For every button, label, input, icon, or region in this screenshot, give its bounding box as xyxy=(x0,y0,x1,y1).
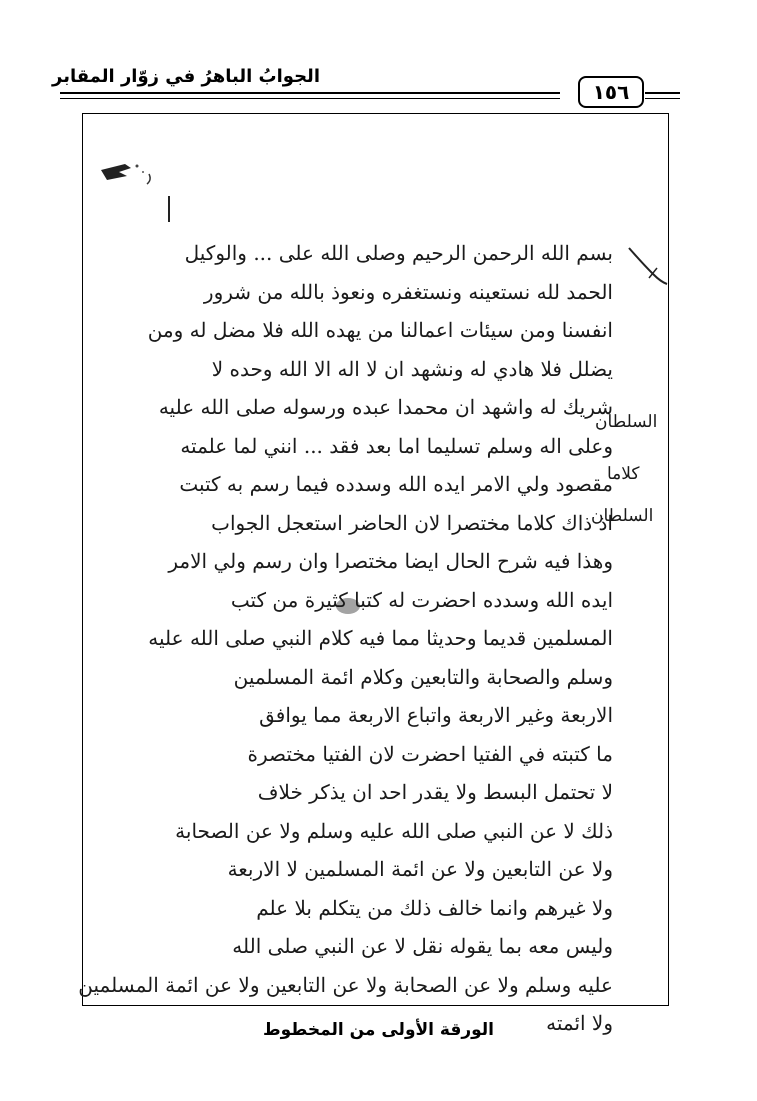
manuscript-line: مقصود ولي الامر ايده الله وسدده فيما رسم به كتبت xyxy=(179,472,613,496)
manuscript-line: وليس معه بما يقوله نقل لا عن النبي صلى الله xyxy=(232,934,613,958)
margin-note: السلطان xyxy=(595,412,658,432)
manuscript-line: ولا ائمته xyxy=(546,1011,613,1035)
header-rule-thin xyxy=(60,98,560,99)
manuscript-line: انفسنا ومن سيئات اعمالنا من يهده الله فلا مضل له ومن xyxy=(147,318,613,342)
page-header xyxy=(0,60,757,112)
manuscript-line: ولا عن التابعين ولا عن ائمة المسلمين لا الاربعة xyxy=(227,857,613,881)
header-rule-right xyxy=(645,92,680,94)
manuscript-line: ايده الله وسدده احضرت له كتبا كثيرة من كتب xyxy=(230,587,613,612)
header-rule xyxy=(60,92,560,94)
ink-smudge-mark xyxy=(97,158,157,208)
manuscript-line: اذ ذاك كلاما مختصرا لان الحاضر استعجل الجواب xyxy=(211,510,613,535)
manuscript-line: ما كتبته في الفتيا احضرت لان الفتيا مختصرة xyxy=(247,741,613,766)
manuscript-line: بسم الله الرحمن الرحيم وصلى الله على ... والوكيل xyxy=(184,241,613,265)
running-title: الجوابُ الباهرُ في زوّار المقابر xyxy=(52,66,320,87)
manuscript-text xyxy=(78,234,613,1043)
manuscript-line: عليه وسلم ولا عن الصحابة ولا عن التابعين ولا عن ائمة المسلمين xyxy=(78,972,613,997)
manuscript-line: ذلك لا عن النبي صلى الله عليه وسلم ولا عن الصحابة xyxy=(175,818,613,843)
manuscript-line: وهذا فيه شرح الحال ايضا مختصرا وان رسم ولي الامر xyxy=(168,549,613,573)
margin-note: كلاما xyxy=(607,464,640,484)
manuscript-line: الحمد لله نستعينه ونستغفره ونعوذ بالله من شرور xyxy=(203,279,613,304)
ink-flourish-mark xyxy=(623,244,669,294)
page-number: ١٥٦ xyxy=(578,76,644,108)
manuscript-line: لا تحتمل البسط ولا يقدر احد ان يذكر خلاف xyxy=(257,780,613,804)
manuscript-line: شريك له واشهد ان محمدا عبده ورسوله صلى الله عليه xyxy=(158,395,613,419)
margin-note: السلطان xyxy=(591,506,654,526)
manuscript-line: ولا غيرهم وانما خالف ذلك من يتكلم بلا علم xyxy=(256,895,613,920)
figure-caption: الورقة الأولى من المخطوط xyxy=(262,1020,495,1040)
ink-stroke-mark xyxy=(163,194,175,224)
manuscript-line: وسلم والصحابة والتابعين وكلام ائمة المسلمين xyxy=(233,664,613,689)
manuscript-line: المسلمين قديما وحديثا مما فيه كلام النبي صلى الله عليه xyxy=(148,626,613,650)
manuscript-line: الاربعة وغير الاربعة واتباع الاربعة مما يوافق xyxy=(259,703,613,727)
manuscript-line: وعلى اله وسلم تسليما اما بعد فقد ... انني لما علمته xyxy=(180,433,613,458)
header-rule-right-thin xyxy=(645,98,680,99)
manuscript-line: يضلل فلا هادي له ونشهد ان لا اله الا الله وحده لا xyxy=(211,356,613,381)
